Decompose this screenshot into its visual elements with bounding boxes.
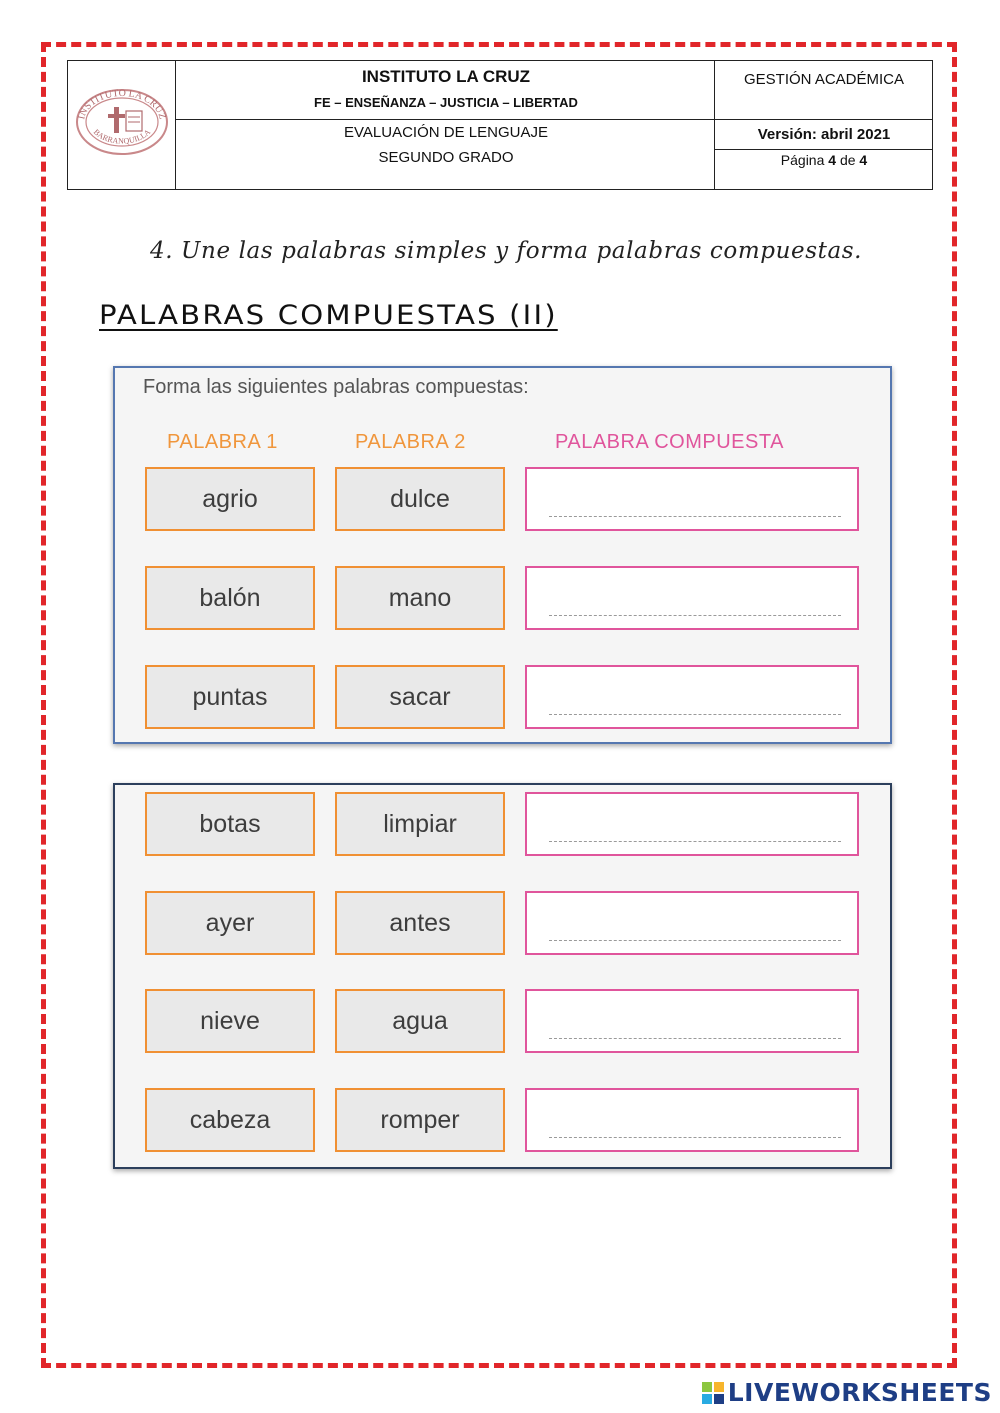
exercise-panel-2 xyxy=(113,783,892,1169)
logo-top-text: INSTITUTO LA CRUZ xyxy=(76,87,168,121)
answer-line xyxy=(549,841,841,842)
answer-line xyxy=(549,516,841,517)
word1-box: nieve xyxy=(145,989,315,1053)
institution-motto: FE – ENSEÑANZA – JUSTICIA – LIBERTAD xyxy=(314,95,578,110)
department-label: GESTIÓN ACADÉMICA xyxy=(743,71,905,88)
column-header-compound: PALABRA COMPUESTA xyxy=(555,431,784,453)
word2-box: romper xyxy=(335,1088,505,1152)
answer-line xyxy=(549,714,841,715)
column-header-word1: PALABRA 1 xyxy=(167,431,278,453)
page-label: Página xyxy=(780,152,825,168)
page-number xyxy=(716,152,932,168)
school-seal-logo xyxy=(74,87,170,157)
exercise-instruction: 4. Une las palabras simples y forma palabras compuestas. xyxy=(150,238,863,264)
compound-answer-field[interactable] xyxy=(525,665,859,729)
page-total: 4 xyxy=(859,152,868,168)
answer-line xyxy=(549,1038,841,1039)
word2-box: antes xyxy=(335,891,505,955)
page-current: 4 xyxy=(828,152,837,168)
header-divider xyxy=(175,119,932,120)
compound-answer-field[interactable] xyxy=(525,467,859,531)
grade-label: SEGUNDO GRADO xyxy=(378,149,514,166)
logo-bottom-text: BARRANQUILLA xyxy=(91,127,153,146)
liveworksheets-brand xyxy=(702,1378,992,1407)
compound-answer-field[interactable] xyxy=(525,566,859,630)
section-title: PALABRAS COMPUESTAS (II) xyxy=(99,300,558,331)
word1-box: botas xyxy=(145,792,315,856)
brand-text: LIVEWORKSHEETS xyxy=(727,1378,992,1407)
version-label: Versión: abril 2021 xyxy=(757,126,891,143)
compound-answer-field[interactable] xyxy=(525,1088,859,1152)
word2-box: agua xyxy=(335,989,505,1053)
word1-box: cabeza xyxy=(145,1088,315,1152)
compound-answer-field[interactable] xyxy=(525,989,859,1053)
word1-box: agrio xyxy=(145,467,315,531)
svg-text:BARRANQUILLA xyxy=(92,127,153,145)
word2-box: dulce xyxy=(335,467,505,531)
word1-box: puntas xyxy=(145,665,315,729)
institution-name: INSTITUTO LA CRUZ xyxy=(361,67,531,86)
exercise-panel-1 xyxy=(113,366,892,744)
word2-box: limpiar xyxy=(335,792,505,856)
header-divider xyxy=(714,149,932,150)
column-header-word2: PALABRA 2 xyxy=(355,431,466,453)
word1-box: balón xyxy=(145,566,315,630)
compound-answer-field[interactable] xyxy=(525,891,859,955)
evaluation-title: EVALUACIÓN DE LENGUAJE xyxy=(344,124,548,141)
page-of: de xyxy=(839,152,856,168)
header-table xyxy=(67,60,933,190)
answer-line xyxy=(549,615,841,616)
answer-line xyxy=(549,940,841,941)
word2-box: mano xyxy=(335,566,505,630)
word1-box: ayer xyxy=(145,891,315,955)
word2-box: sacar xyxy=(335,665,505,729)
panel-instruction: Forma las siguientes palabras compuestas: xyxy=(143,376,529,398)
compound-answer-field[interactable] xyxy=(525,792,859,856)
liveworksheets-logo-icon xyxy=(702,1382,724,1404)
answer-line xyxy=(549,1137,841,1138)
